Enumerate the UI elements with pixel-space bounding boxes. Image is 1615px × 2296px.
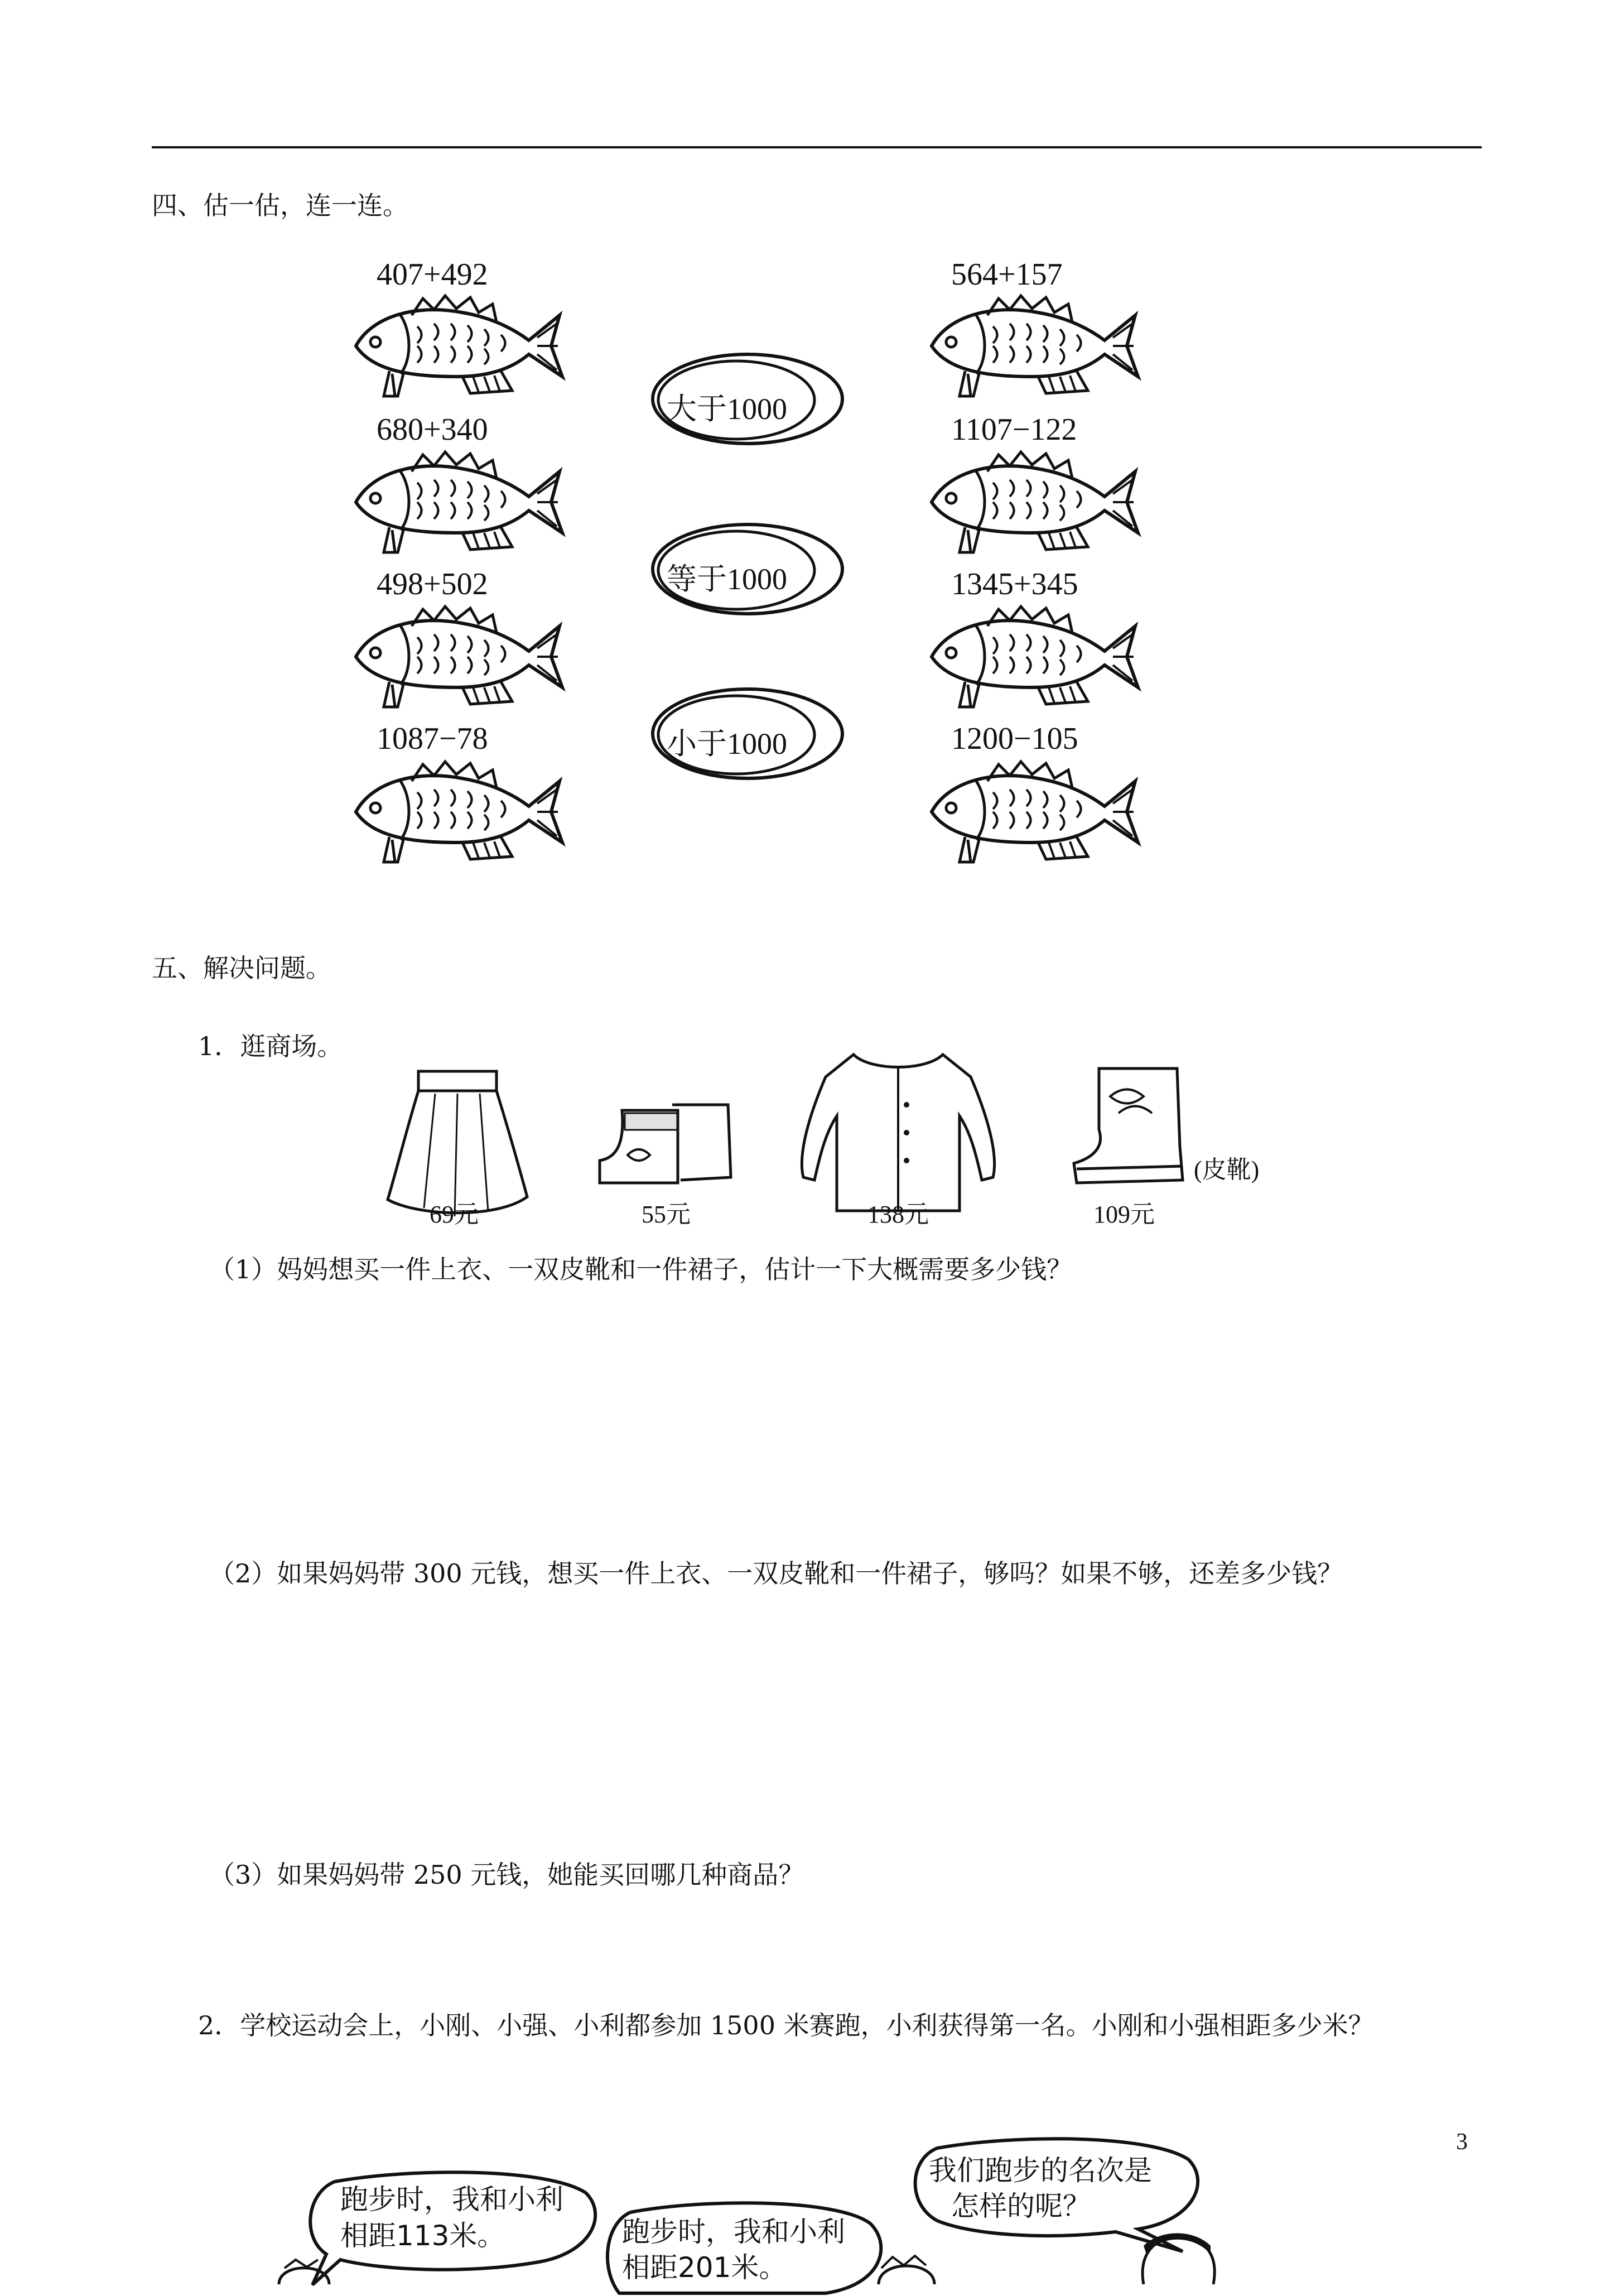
q1-title: 1．逛商场。 xyxy=(198,1031,343,1061)
jacket-price: 138元 xyxy=(867,1201,929,1228)
boy-face-left xyxy=(273,2257,335,2284)
right-expr-4: 1200−105 xyxy=(951,721,1078,756)
left-expr-3: 498+502 xyxy=(377,567,488,601)
bubble-3-line2: 怎样的呢？ xyxy=(951,2190,1091,2222)
fish-right-3[interactable] xyxy=(926,604,1138,710)
right-expr-2: 1107−122 xyxy=(951,412,1077,447)
header-rule xyxy=(152,146,1482,148)
left-expr-1: 407+492 xyxy=(377,257,488,292)
fish-left-1[interactable] xyxy=(350,293,562,399)
fish-left-4[interactable] xyxy=(350,759,562,865)
skirt-price: 69元 xyxy=(430,1201,479,1228)
right-expr-3: 1345+345 xyxy=(951,567,1078,601)
shoes-price: 55元 xyxy=(642,1201,691,1228)
page-number: 3 xyxy=(1456,2129,1468,2155)
bubble-1-line2: 相距113米。 xyxy=(340,2220,505,2252)
oval-equal-label: 等于1000 xyxy=(667,562,787,596)
sub-question-1: （1）妈妈想买一件上衣、一双皮靴和一件裙子，估计一下大概需要多少钱？ xyxy=(209,1254,1073,1284)
sub-question-2: （2）如果妈妈带 300 元钱，想买一件上衣、一双皮靴和一件裙子，够吗？如果不够，还差多少钱？ xyxy=(209,1558,1343,1589)
oval-less-label: 小于1000 xyxy=(667,727,787,760)
bubble-2-line1: 跑步时，我和小利 xyxy=(622,2216,845,2248)
boy-face-right xyxy=(1132,2232,1222,2284)
shoes-icon xyxy=(594,1099,739,1194)
section5-title: 五、解决问题。 xyxy=(152,953,331,983)
right-expr-1: 564+157 xyxy=(951,257,1063,292)
fish-left-2[interactable] xyxy=(350,449,562,555)
bubble-3-line1: 我们跑步的名次是 xyxy=(929,2154,1152,2187)
boots-note: (皮靴) xyxy=(1194,1156,1260,1183)
bubble-2-line2: 相距201米。 xyxy=(622,2251,787,2284)
question-2: 2．学校运动会上，小刚、小强、小利都参加 1500 米赛跑，小利获得第一名。小刚和小强相距多少米？ xyxy=(198,2010,1374,2040)
sub-question-3: （3）如果妈妈带 250 元钱，她能买回哪几种商品？ xyxy=(209,1860,804,1890)
oval-greater-label: 大于1000 xyxy=(667,392,787,426)
fish-right-1[interactable] xyxy=(926,293,1138,399)
boy-face-middle xyxy=(873,2254,940,2284)
left-expr-2: 680+340 xyxy=(377,412,488,447)
fish-right-2[interactable] xyxy=(926,449,1138,555)
boots-price: 109元 xyxy=(1093,1201,1155,1228)
fish-right-4[interactable] xyxy=(926,759,1138,865)
left-expr-4: 1087−78 xyxy=(377,721,488,756)
boots-icon xyxy=(1066,1063,1194,1197)
section4-title: 四、估一估，连一连。 xyxy=(152,190,408,220)
fish-left-3[interactable] xyxy=(350,604,562,710)
bubble-1-line1: 跑步时，我和小利 xyxy=(340,2183,563,2216)
